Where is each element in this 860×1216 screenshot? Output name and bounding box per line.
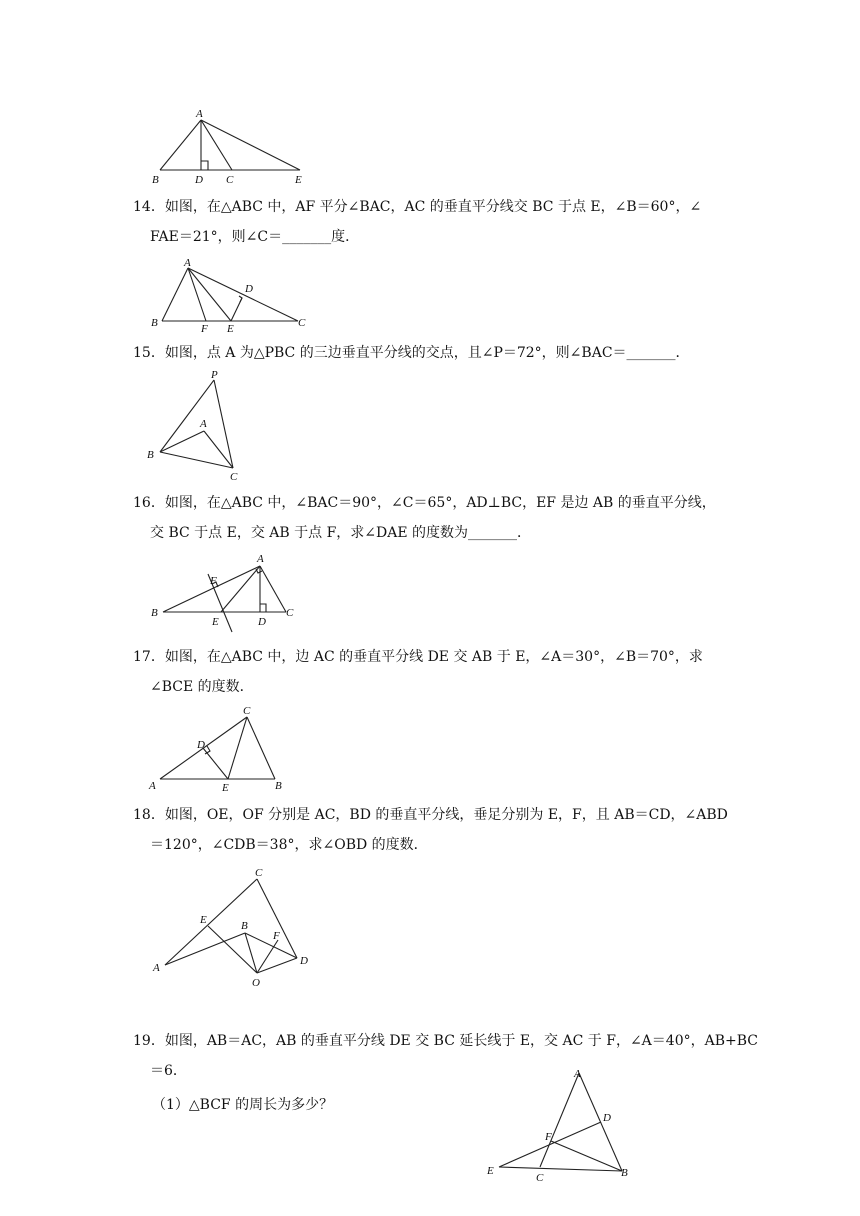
- label-d: D: [603, 1112, 611, 1124]
- label-c: C: [226, 174, 234, 186]
- label-b: B: [241, 920, 248, 932]
- problem-16-line-1: 16．如图，在△ABC 中，∠BAC＝90°，∠C＝65°，AD⊥BC，EF 是边 AB 的垂直平分线，: [133, 495, 716, 511]
- label-o: O: [252, 977, 260, 989]
- label-b: B: [147, 449, 154, 461]
- problem-17-line-1: 17．如图，在△ABC 中，边 AC 的垂直平分线 DE 交 AB 于 E，∠A＝30°，∠B＝70°，求: [133, 649, 703, 665]
- label-d: D: [300, 955, 308, 967]
- label-a: A: [153, 962, 160, 974]
- figure-13: [150, 105, 310, 187]
- label-a: A: [196, 108, 203, 120]
- figure-16: [148, 550, 308, 636]
- problem-19-line-2: ＝6．: [150, 1063, 187, 1079]
- figure-17: [145, 702, 305, 794]
- label-d: D: [197, 739, 205, 751]
- label-b: B: [151, 317, 158, 329]
- problem-14-line-2: FAE＝21°，则∠C＝_______度．: [150, 229, 360, 245]
- label-c: C: [255, 867, 263, 879]
- label-c: C: [286, 607, 294, 619]
- label-b: B: [152, 174, 159, 186]
- figure-14: [148, 256, 318, 334]
- label-a: A: [184, 257, 191, 269]
- label-e: E: [295, 174, 302, 186]
- label-c: C: [298, 317, 306, 329]
- problem-17-line-2: ∠BCE 的度数．: [150, 679, 254, 695]
- label-f: F: [273, 930, 280, 942]
- figure-15: [142, 368, 252, 486]
- problem-18-line-2: ＝120°，∠CDB＝38°，求∠OBD 的度数．: [150, 837, 428, 853]
- problem-16-line-2: 交 BC 于点 E，交 AB 于点 F，求∠DAE 的度数为_______．: [150, 525, 532, 541]
- problem-19-line-1: 19．如图，AB＝AC，AB 的垂直平分线 DE 交 BC 延长线于 E，交 AC 于 F，∠A＝40°，AB+BC: [133, 1033, 758, 1049]
- label-b: B: [275, 780, 282, 792]
- label-d: D: [245, 283, 253, 295]
- label-f: F: [210, 575, 217, 587]
- label-c: C: [243, 705, 251, 717]
- label-c: C: [230, 471, 238, 483]
- label-e: E: [487, 1165, 494, 1177]
- problem-18-line-1: 18．如图，OE，OF 分别是 AC，BD 的垂直平分线，垂足分别为 E，F，且 AB＝CD，∠ABD: [133, 807, 728, 823]
- label-d: D: [258, 616, 266, 628]
- label-p: P: [211, 369, 218, 381]
- figure-19: [484, 1064, 644, 1186]
- problem-14-line-1: 14．如图，在△ABC 中，AF 平分∠BAC，AC 的垂直平分线交 BC 于点 E，∠B＝60°，∠: [133, 199, 702, 215]
- label-d: D: [195, 174, 203, 186]
- problem-15-line-1: 15．如图，点 A 为△PBC 的三边垂直平分线的交点，且∠P＝72°，则∠BAC＝_______．: [133, 345, 690, 361]
- label-e: E: [222, 782, 229, 794]
- label-f: F: [201, 323, 208, 334]
- label-f: F: [545, 1131, 552, 1143]
- label-a: A: [149, 780, 156, 792]
- figure-18: [145, 862, 325, 994]
- problem-19-sub-1: （1）△BCF 的周长为多少？: [152, 1097, 334, 1113]
- label-c: C: [536, 1172, 544, 1184]
- label-a: A: [200, 418, 207, 430]
- label-e: E: [227, 323, 234, 334]
- label-b: B: [621, 1167, 628, 1179]
- label-b: B: [151, 607, 158, 619]
- label-e: E: [200, 914, 207, 926]
- label-a: A: [574, 1068, 581, 1080]
- label-a: A: [257, 553, 264, 565]
- label-e: E: [212, 616, 219, 628]
